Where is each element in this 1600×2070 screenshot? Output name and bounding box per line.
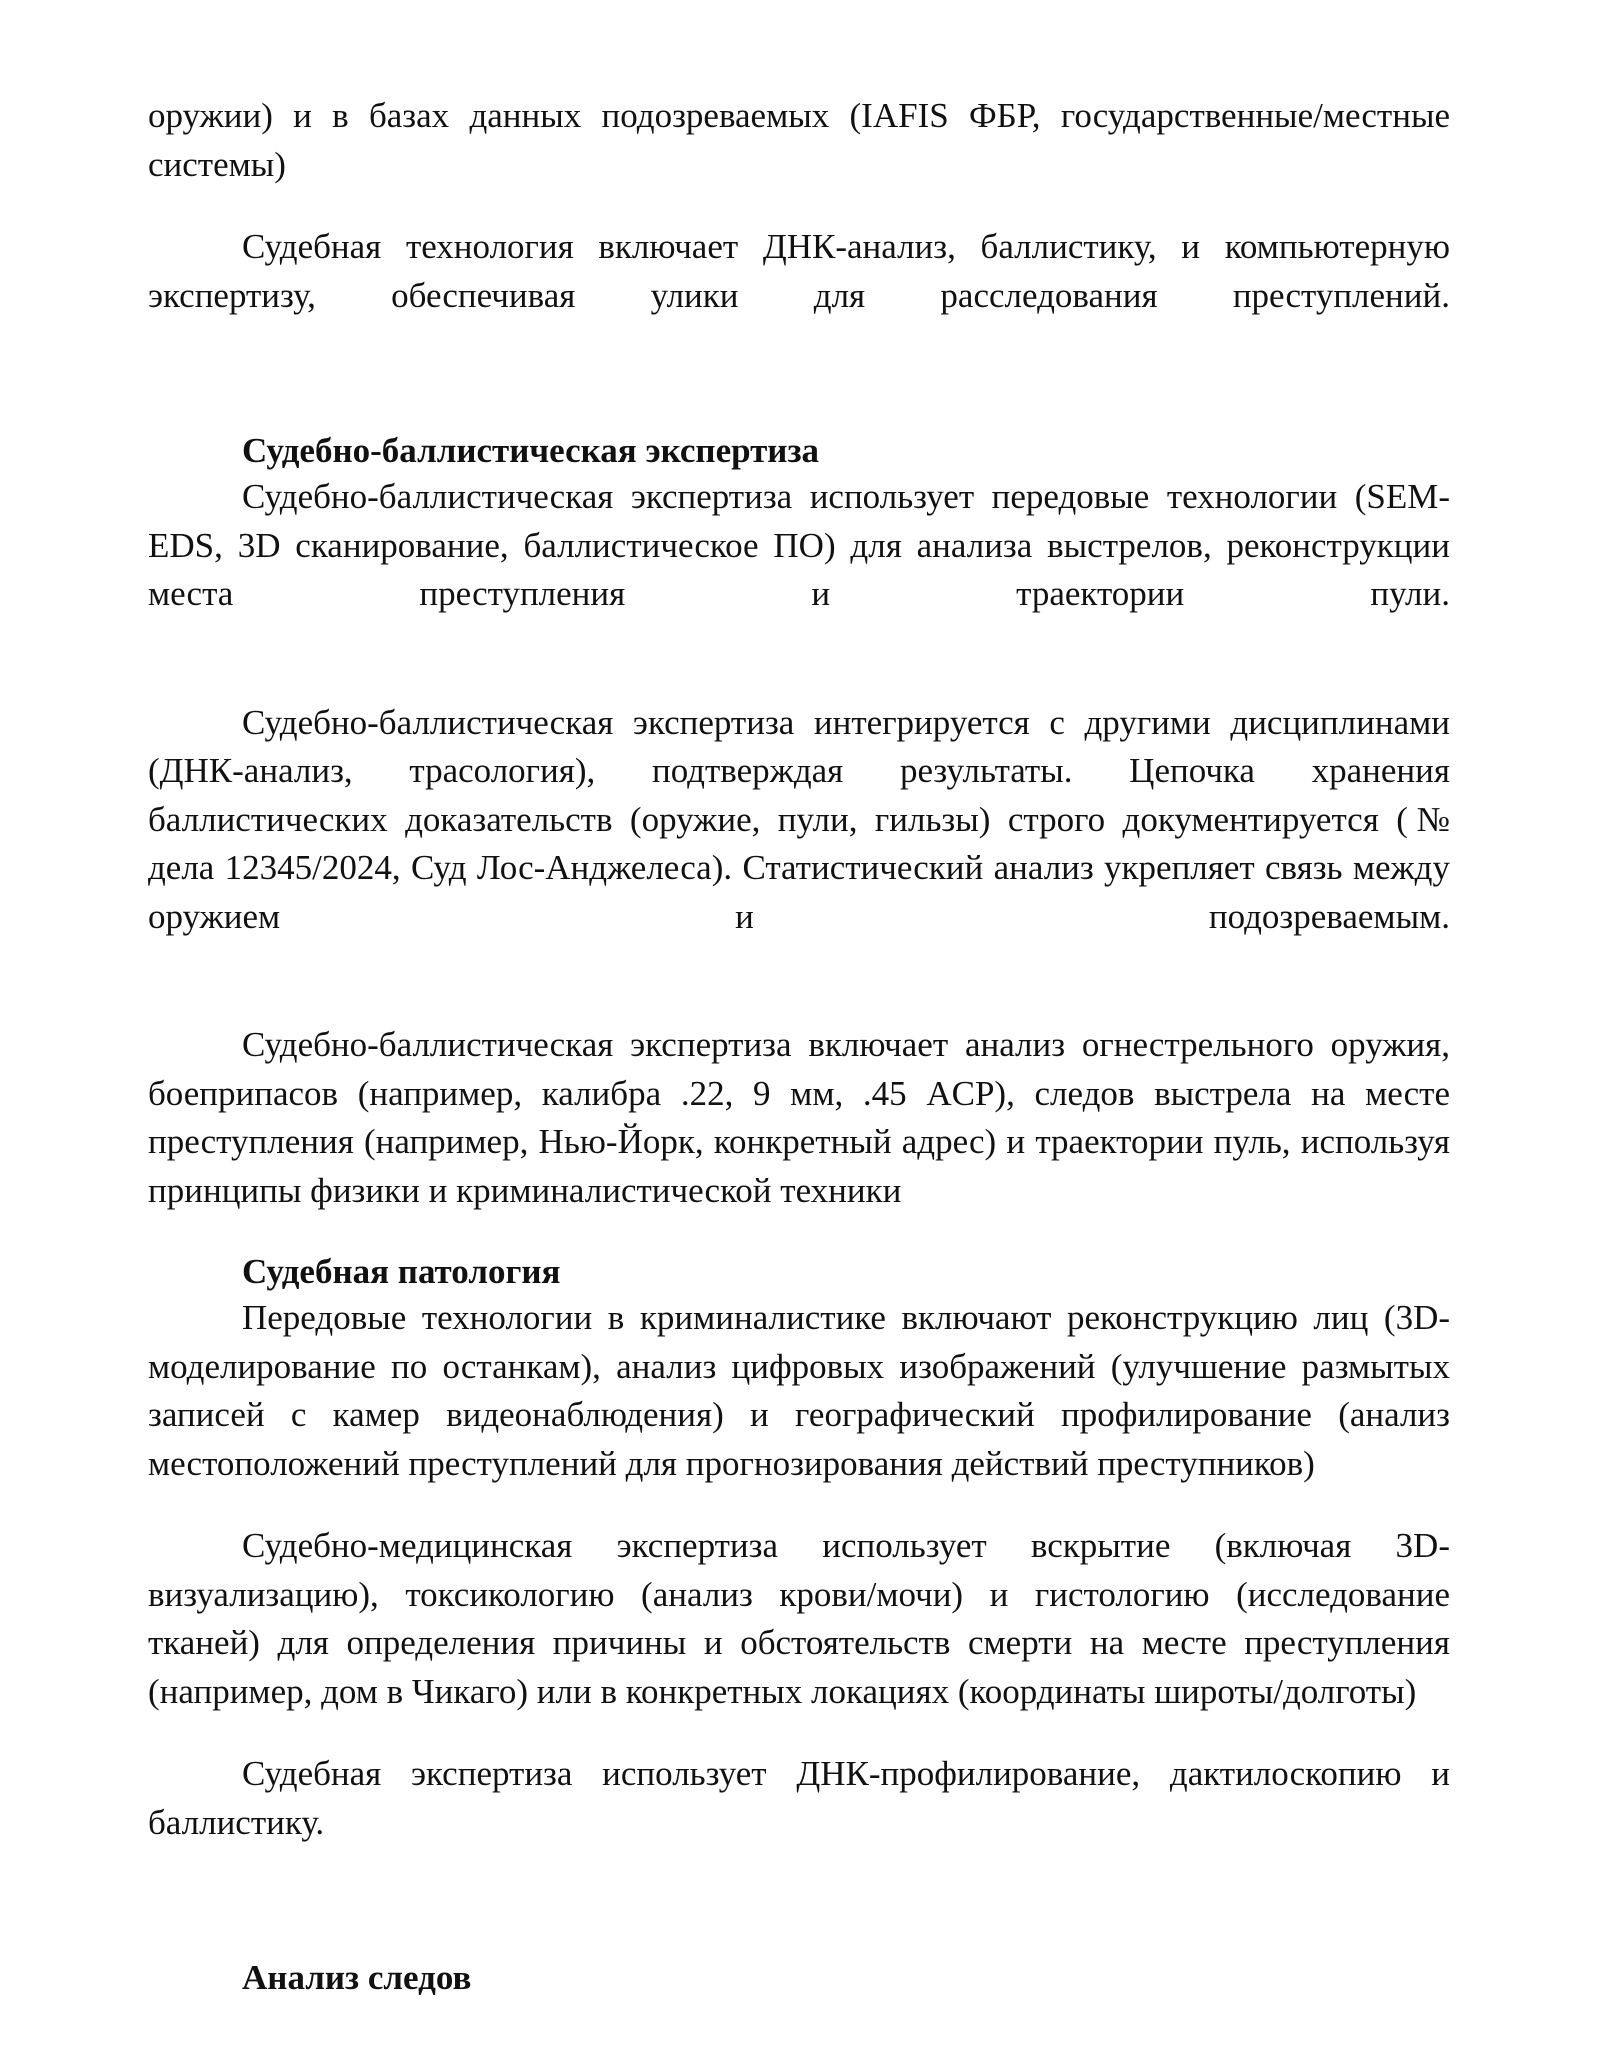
heading-pathology: Судебная патология: [242, 1252, 561, 1291]
paragraph-medical-examination: Судебно-медицинская экспертиза использует вскрытие (включая 3D-визуализацию), токсикологию (анализ крови/мочи) и гистологию (исследование тканей) для определения причины и обстоятельств смерти на месте преступления (например, дом в Чикаго) или в конкретных локациях (координаты широты/долготы): [148, 1526, 1450, 1711]
paragraph-ballistics-technologies: Судебно-баллистическая экспертиза использует передовые технологии (SEM-EDS, 3D сканирование, баллистическое ПО) для анализа выстрелов, реконструкции места преступления и траектории пули.: [148, 477, 1450, 613]
paragraph-ballistics-analysis: Судебно-баллистическая экспертиза включает анализ огнестрельного оружия, боеприпасов (например, калибра .22, 9 мм, .45 ACP), следов выстрела на месте преступления (например, Нью-Йорк, конкретный адрес) и траектории пуль, используя принципы физики и криминалистической техники: [148, 1025, 1450, 1210]
heading-trace-analysis: Анализ следов: [242, 1958, 472, 1997]
document-page: [148, 92, 1450, 2000]
paragraph-forensic-technology: Судебная технология включает ДНК-анализ, баллистику, и компьютерную экспертизу, обеспечивая улики для расследования преступлений.: [148, 227, 1450, 315]
paragraph-continuation: оружии) и в базах данных подозреваемых (IAFIS ФБР, государственные/местные системы): [148, 96, 1450, 184]
paragraph-advanced-technologies: Передовые технологии в криминалистике включают реконструкцию лиц (3D-моделирование по останкам), анализ цифровых изображений (улучшение размытых записей с камер видеонаблюдения) и географический профилирование (анализ местоположений преступлений для прогнозирования действий преступников): [148, 1298, 1450, 1483]
paragraph-forensic-summary: Судебная экспертиза использует ДНК-профилирование, дактилоскопию и баллистику.: [148, 1754, 1450, 1842]
paragraph-ballistics-integration: Судебно-баллистическая экспертиза интегрируется с другими дисциплинами (ДНК-анализ, трасология), подтверждая результаты. Цепочка хранения баллистических доказательств (оружие, пули, гильзы) строго документируется (№ дела 12345/2024, Суд Лос-Анджелеса). Статистический анализ укрепляет связь между оружием и подозреваемым.: [148, 702, 1450, 936]
heading-ballistics: Судебно-баллистическая экспертиза: [242, 431, 820, 470]
